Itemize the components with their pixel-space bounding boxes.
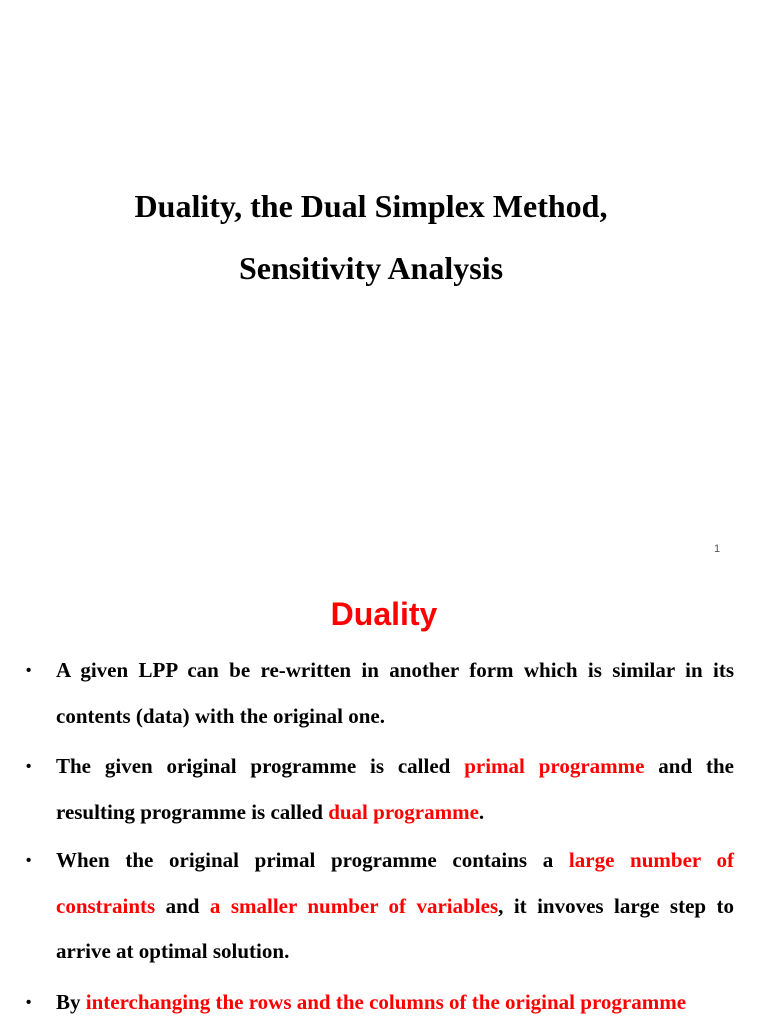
slide-heading: Duality xyxy=(330,596,438,632)
slide-title-line-2: Sensitivity Analysis xyxy=(238,250,504,286)
bullet-text: . xyxy=(478,799,485,824)
bullet-text: , it invoves large step to arrive at optimal solution. xyxy=(56,893,734,963)
bullet-item xyxy=(26,648,734,739)
emphasis-smaller-variables: a smaller number of variables xyxy=(209,893,499,918)
bullet-dot: • xyxy=(26,662,32,679)
bullet-text: and the resulting programme is called xyxy=(56,754,734,824)
bullet-item xyxy=(26,980,734,1026)
duality-slide xyxy=(0,572,768,1024)
page-number: 1 xyxy=(714,543,721,555)
bullet-dot: • xyxy=(26,758,32,775)
bullet-text: and xyxy=(155,893,210,918)
bullet-item xyxy=(26,744,734,835)
bullet-text: When the original primal programme contains a xyxy=(56,848,569,872)
bullet-text: The given original programme is called xyxy=(56,754,465,778)
emphasis-large-constraints: large number of constraints xyxy=(56,848,735,918)
bullet-dot: • xyxy=(26,852,32,869)
emphasis-interchanging: interchanging the rows and the columns of the original programme xyxy=(85,990,687,1014)
emphasis-primal-programme: primal programme xyxy=(464,754,645,778)
bullet-item xyxy=(26,838,735,975)
bullet-dot: • xyxy=(26,994,32,1011)
emphasis-dual-programme: dual programme xyxy=(328,799,479,824)
bullet-text: A given LPP can be re-written in another form which is similar in its contents (data) with the original one. xyxy=(56,658,734,728)
bullet-text: By xyxy=(56,990,86,1014)
slide-title-line-1: Duality, the Dual Simplex Method, xyxy=(134,188,608,224)
